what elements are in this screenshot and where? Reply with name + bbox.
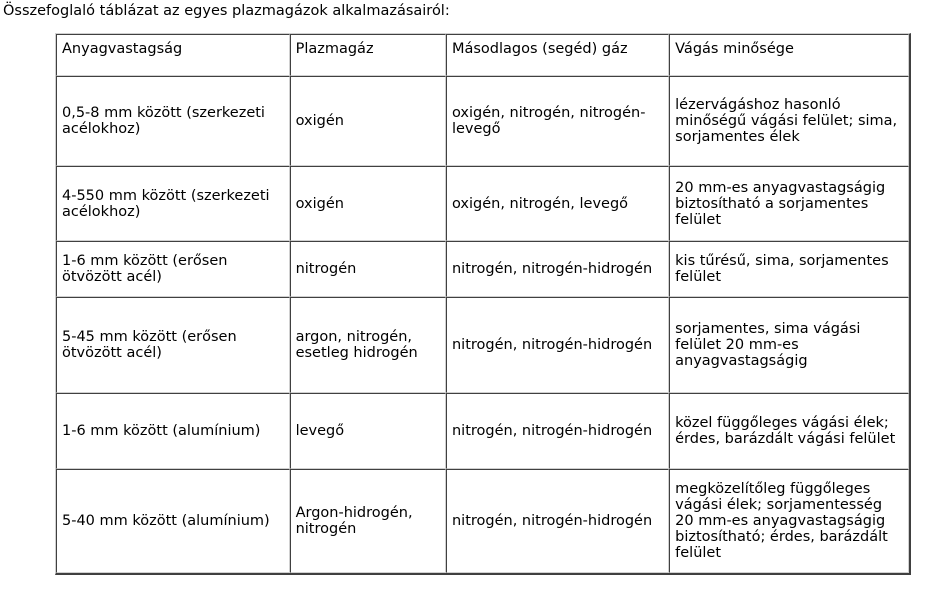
header-secondary-gas: Másodlagos (segéd) gáz <box>446 34 669 76</box>
cell-secondary-gas: nitrogén, nitrogén-hidrogén <box>446 297 669 393</box>
cell-cut-quality: közel függőleges vágási élek; érdes, barázdált vágási felület <box>669 393 909 469</box>
cell-plasma-gas: oxigén <box>290 166 446 241</box>
table-row <box>56 393 909 469</box>
cell-plasma-gas: argon, nitrogén, esetleg hidrogén <box>290 297 446 393</box>
table-row <box>56 297 909 393</box>
cell-secondary-gas: nitrogén, nitrogén-hidrogén <box>446 393 669 469</box>
cell-thickness: 0,5-8 mm között (szerkezeti acélokhoz) <box>56 76 290 166</box>
table-row <box>56 241 909 297</box>
cell-thickness: 1-6 mm között (alumínium) <box>56 393 290 469</box>
cell-thickness: 4-550 mm között (szerkezeti acélokhoz) <box>56 166 290 241</box>
table-row <box>56 469 909 573</box>
cell-secondary-gas: nitrogén, nitrogén-hidrogén <box>446 469 669 573</box>
cell-cut-quality: lézervágáshoz hasonló minőségű vágási felület; sima, sorjamentes élek <box>669 76 909 166</box>
cell-cut-quality: 20 mm-es anyagvastagságig biztosítható a sorjamentes felület <box>669 166 909 241</box>
cell-plasma-gas: oxigén <box>290 76 446 166</box>
cell-cut-quality: sorjamentes, sima vágási felület 20 mm-es anyagvastagságig <box>669 297 909 393</box>
cell-secondary-gas: oxigén, nitrogén, levegő <box>446 166 669 241</box>
header-plasma-gas: Plazmagáz <box>290 34 446 76</box>
cell-plasma-gas: levegő <box>290 393 446 469</box>
plasma-gas-table <box>55 33 911 575</box>
cell-thickness: 5-40 mm között (alumínium) <box>56 469 290 573</box>
header-material-thickness: Anyagvastagság <box>56 34 290 76</box>
header-cut-quality: Vágás minősége <box>669 34 909 76</box>
cell-cut-quality: kis tűrésű, sima, sorjamentes felület <box>669 241 909 297</box>
cell-thickness: 5-45 mm között (erősen ötvözött acél) <box>56 297 290 393</box>
table-row <box>56 166 909 241</box>
cell-plasma-gas: nitrogén <box>290 241 446 297</box>
cell-secondary-gas: oxigén, nitrogén, nitrogén-levegő <box>446 76 669 166</box>
cell-cut-quality: megközelítőleg függőleges vágási élek; sorjamentesség 20 mm-es anyagvastagságig biztosítható; érdes, barázdált felület <box>669 469 909 573</box>
cell-thickness: 1-6 mm között (erősen ötvözött acél) <box>56 241 290 297</box>
table-header-row <box>56 34 909 76</box>
cell-secondary-gas: nitrogén, nitrogén-hidrogén <box>446 241 669 297</box>
cell-plasma-gas: Argon-hidrogén, nitrogén <box>290 469 446 573</box>
table-row <box>56 76 909 166</box>
table-caption: Összefoglaló táblázat az egyes plazmagázok alkalmazásairól: <box>3 3 450 19</box>
